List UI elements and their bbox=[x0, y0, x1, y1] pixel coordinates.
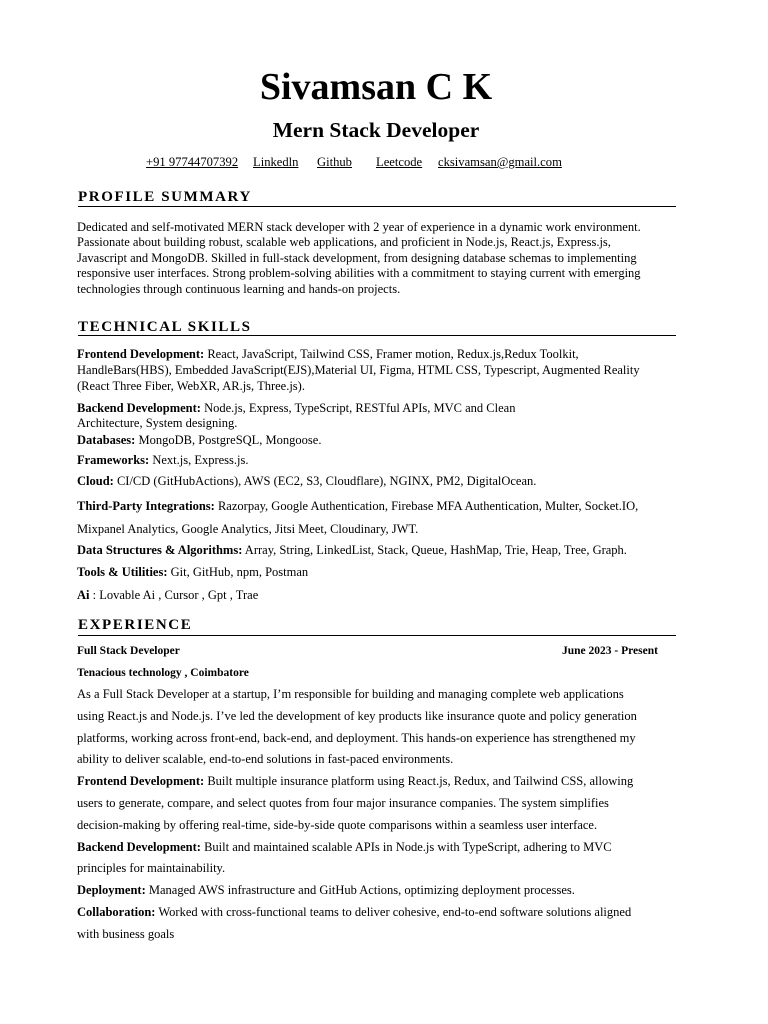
skill-frontend-cont: HandleBars(HBS), Embedded JavaScript(EJS),Material UI, Figma, HTML CSS, Typescript, Augmented Reality bbox=[77, 363, 640, 377]
skill-backend: Backend Development: Node.js, Express, TypeScript, RESTful APIs, MVC and Clean bbox=[77, 401, 516, 415]
skill-frontend: Frontend Development: React, JavaScript, Tailwind CSS, Framer motion, Redux.js,Redux Toolkit, bbox=[77, 347, 579, 361]
profile-line: Dedicated and self-motivated MERN stack developer with 2 year of experience in a dynamic work environment. bbox=[77, 220, 641, 234]
experience-line: using React.js and Node.js. I’ve led the development of key products like insurance quote and policy generation bbox=[77, 708, 637, 723]
github-link[interactable]: Github bbox=[317, 155, 352, 169]
experience-line: platforms, working across front-end, back-end, and deployment. This hands-on experience has strengthened my bbox=[77, 730, 636, 745]
skill-dsa: Data Structures & Algorithms: Array, String, LinkedList, Stack, Queue, HashMap, Trie, Heap, Tree, Graph. bbox=[77, 543, 627, 557]
experience-deployment: Deployment: Managed AWS infrastructure and GitHub Actions, optimizing deployment processes. bbox=[77, 883, 575, 898]
experience-line: As a Full Stack Developer at a startup, I’m responsible for building and managing complete web applications bbox=[77, 687, 624, 701]
skill-label: Ai bbox=[77, 588, 90, 602]
skill-cloud: Cloud: CI/CD (GitHubActions), AWS (EC2, S3, Cloudflare), NGINX, PM2, DigitalOcean. bbox=[77, 474, 537, 488]
section-divider bbox=[78, 335, 676, 336]
section-divider bbox=[78, 206, 676, 207]
phone-link[interactable]: +91 97744707392 bbox=[146, 155, 239, 169]
experience-label: Frontend Development: bbox=[77, 774, 205, 789]
profile-summary-heading: PROFILE SUMMARY bbox=[78, 189, 252, 205]
experience-backend: Backend Development: Built and maintained scalable APIs in Node.js with TypeScript, adhering to MVC bbox=[77, 839, 612, 854]
experience-label: Deployment: bbox=[77, 883, 146, 898]
skill-label: Third-Party Integrations: bbox=[77, 499, 215, 513]
profile-line: technologies through continuous learning and hands-on projects. bbox=[77, 281, 401, 296]
leetcode-link[interactable]: Leetcode bbox=[376, 155, 423, 169]
skill-thirdparty: Third-Party Integrations: Razorpay, Google Authentication, Firebase MFA Authentication, Multer, Socket.IO, bbox=[77, 499, 639, 513]
skill-label: Cloud: bbox=[77, 474, 114, 488]
experience-frontend: Frontend Development: Built multiple insurance platform using React.js, Redux, and Tailwind CSS, allowing bbox=[77, 774, 634, 789]
profile-summary-text bbox=[77, 220, 707, 297]
experience-line: with business goals bbox=[77, 926, 175, 941]
job-title: Full Stack Developer bbox=[77, 645, 180, 657]
skill-tools: Tools & Utilities: Git, GitHub, npm, Postman bbox=[77, 565, 309, 579]
profile-line: Javascript and MongoDB. Skilled in full-stack development, from designing database schemas to implementing bbox=[77, 250, 637, 265]
skill-label: Data Structures & Algorithms: bbox=[77, 543, 243, 557]
experience-line: principles for maintainability. bbox=[77, 861, 226, 876]
section-divider bbox=[78, 635, 676, 636]
candidate-name: Sivamsan C K bbox=[259, 66, 493, 108]
skill-databases: Databases: MongoDB, PostgreSQL, Mongoose. bbox=[77, 433, 322, 447]
experience-label: Backend Development: bbox=[77, 839, 201, 854]
skill-frontend-cont: (React Three Fiber, WebXR, AR.js, Three.js). bbox=[77, 379, 305, 393]
experience-collaboration: Collaboration: Worked with cross-functional teams to deliver cohesive, end-to-end software solutions aligned bbox=[77, 904, 632, 919]
company-name: Tenacious technology , Coimbatore bbox=[77, 667, 249, 679]
skill-label: Databases: bbox=[77, 433, 136, 447]
skill-frameworks: Frameworks: Next.js, Express.js. bbox=[77, 453, 249, 467]
skill-thirdparty-cont: Mixpanel Analytics, Google Analytics, Jitsi Meet, Cloudinary, JWT. bbox=[77, 522, 419, 536]
experience-details bbox=[77, 684, 707, 946]
skill-label: Frontend Development: bbox=[77, 347, 205, 361]
linkedin-link[interactable]: Linkedln bbox=[253, 155, 299, 169]
profile-line: responsive user interfaces. Strong problem-solving abilities with a commitment to staying current with emerging bbox=[77, 266, 641, 281]
skill-label: Tools & Utilities: bbox=[77, 565, 168, 579]
skill-label: Backend Development: bbox=[77, 401, 201, 415]
job-dates: June 2023 - Present bbox=[562, 645, 658, 657]
skill-ai: Ai : Lovable Ai , Cursor , Gpt , Trae bbox=[77, 588, 259, 602]
email-link[interactable]: cksivamsan@gmail.com bbox=[438, 155, 562, 169]
skill-label: Frameworks: bbox=[77, 453, 150, 467]
profile-line: Passionate about building robust, scalable web applications, and proficient in Node.js, React.js, Express.js, bbox=[77, 235, 611, 250]
experience-line: users to generate, compare, and select quotes from four major insurance companies. The system simplifies bbox=[77, 795, 609, 810]
job-role-title: Mern Stack Developer bbox=[272, 118, 480, 142]
experience-line: ability to deliver scalable, end-to-end solutions in fast-paced environments. bbox=[77, 752, 454, 767]
skill-backend-cont: Architecture, System designing. bbox=[77, 416, 238, 430]
experience-line: decision-making by offering real-time, side-by-side quote comparisons within a seamless user interface. bbox=[77, 817, 598, 832]
experience-label: Collaboration: bbox=[77, 904, 156, 919]
technical-skills-heading: TECHNICAL SKILLS bbox=[78, 319, 252, 335]
experience-heading: EXPERIENCE bbox=[78, 617, 193, 633]
